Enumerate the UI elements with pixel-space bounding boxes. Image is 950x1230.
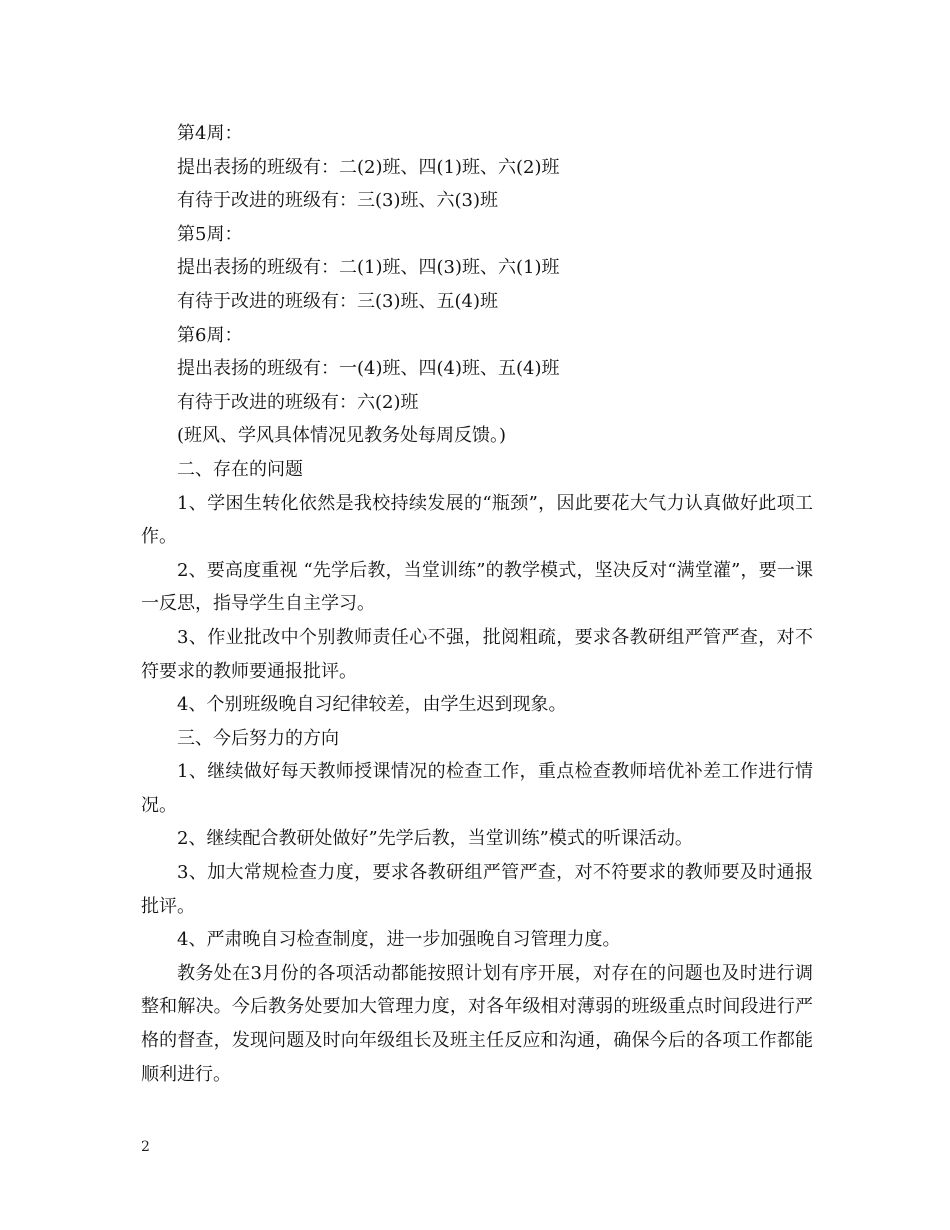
week-6-heading: 第6周： <box>177 324 243 346</box>
problem-item: 1、学困生转化依然是我校持续发展的“瓶颈”，因此要花大气力认真做好此项工作。 <box>141 492 813 548</box>
feedback-note: (班风、学风具体情况见教务处每周反馈。) <box>177 425 507 447</box>
week-5-heading: 第5周： <box>177 223 243 245</box>
direction-item: 1、继续做好每天教师授课情况的检查工作，重点检查教师培优补差工作进行情况。 <box>141 761 813 816</box>
direction-item: 4、严肃晚自习检查制度，进一步加强晚自习管理力度。 <box>177 929 621 951</box>
direction-item: 2、继续配合教研处做好”先学后教，当堂训练”模式的听课活动。 <box>177 828 693 850</box>
week-4-heading: 第4周： <box>177 123 243 144</box>
problem-item: 4、个别班级晚自习纪律较差，由学生迟到现象。 <box>177 694 567 716</box>
section-3-heading: 三、今后努力的方向 <box>177 727 339 749</box>
problem-item: 2、要高度重视 “先学后教，当堂训练”的教学模式，坚决反对“满堂灌”，要一课一反思，指导学生自主学习。 <box>141 559 813 615</box>
problem-item: 3、作业批改中个别教师责任心不强，批阅粗疏，要求各教研组严管严查，对不符要求的教师要通报批评。 <box>141 626 813 682</box>
week-5-improve-classes: 有待于改进的班级有：三(3)班、五(4)班 <box>177 290 498 312</box>
document-body <box>141 117 813 1091</box>
week-4-praised-classes: 提出表扬的班级有：二(2)班、四(1)班、六(2)班 <box>177 156 560 178</box>
conclusion-paragraph: 教务处在3月份的各项活动都能按照计划有序开展，对存在的问题也及时进行调整和解决。今后教务处要加大管理力度，对各年级相对薄弱的班级重点时间段进行严格的督查，发现问题及时向年级组长及班主任反应和沟通，确保今后的各项工作都能顺利进行。 <box>141 962 813 1085</box>
page-number: 2 <box>141 1139 150 1155</box>
section-2-heading: 二、存在的问题 <box>177 458 303 480</box>
week-5-praised-classes: 提出表扬的班级有：二(1)班、四(3)班、六(1)班 <box>177 257 560 279</box>
week-6-praised-classes: 提出表扬的班级有：一(4)班、四(4)班、五(4)班 <box>177 358 560 380</box>
week-6-improve-classes: 有待于改进的班级有：六(2)班 <box>177 391 419 413</box>
direction-item: 3、加大常规检查力度，要求各教研组严管严查，对不符要求的教师要及时通报批评。 <box>141 862 813 917</box>
week-4-improve-classes: 有待于改进的班级有：三(3)班、六(3)班 <box>177 190 498 212</box>
